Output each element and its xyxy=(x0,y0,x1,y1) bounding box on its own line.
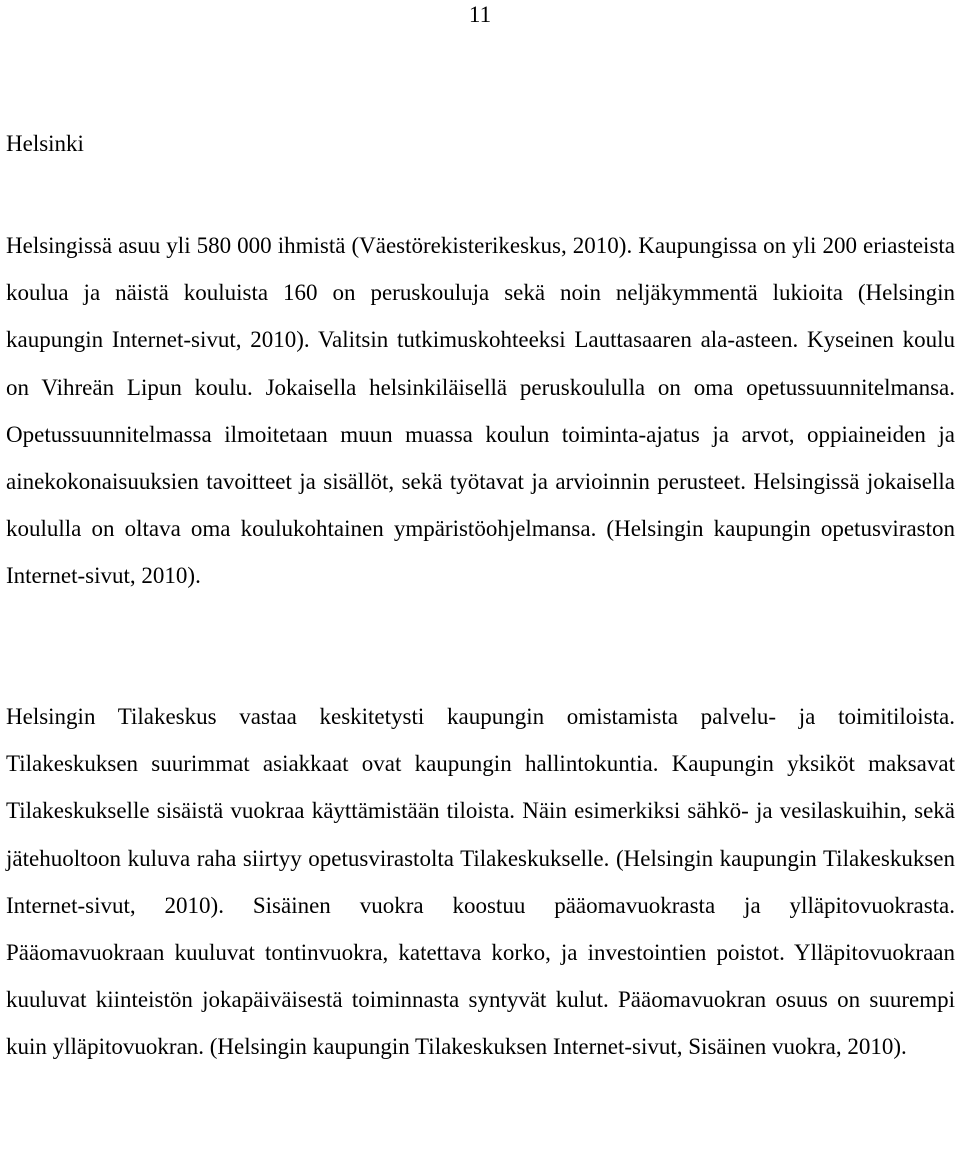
section-heading: Helsinki xyxy=(6,131,84,156)
page-number: 11 xyxy=(468,2,492,27)
paragraph-tilakeskus: Helsingin Tilakeskus vastaa keskitetysti kaupungin omistamista palvelu- ja toimitiloista. Tilakeskuksen suurimmat asiakkaat ovat kaupungin hallintokuntia. Kaupungin yksiköt maksavat Tilakeskukselle sisäistä vuokraa käyttämistään tiloista. Näin esimerkiksi sähkö- ja vesilaskuihin, sekä jätehuoltoon kuluva raha siirtyy opetusvirastolta Tilakeskukselle. (Helsingin kaupungin Tilakeskuksen Internet-sivut, 2010). Sisäinen vuokra koostuu pääomavuokrasta ja ylläpitovuokrasta. Pääomavuokraan kuuluvat tontinvuokra, katettava korko, ja investointien poistot. Ylläpitovuokraan kuuluvat kiinteistön jokapäiväisestä toiminnasta syntyvät kulut. Pääomavuokran osuus on suurempi kuin ylläpitovuokran. (Helsingin kaupungin Tilakeskuksen Internet-sivut, Sisäinen vuokra, 2010). xyxy=(6,704,955,1060)
paragraph-helsinki-schools: Helsingissä asuu yli 580 000 ihmistä (Väestörekisterikeskus, 2010). Kaupungissa on yli 200 eriasteista koulua ja näistä kouluista 160 on peruskouluja sekä noin neljäkymmentä lukioita (Helsingin kaupungin Internet-sivut, 2010). Valitsin tutkimuskohteeksi Lauttasaaren ala-asteen. Kyseinen koulu on Vihreän Lipun koulu. Jokaisella helsinkiläisellä peruskoululla on oma opetussuunnitelmansa. Opetussuunnitelmassa ilmoitetaan muun muassa koulun toiminta-ajatus ja arvot, oppiaineiden ja ainekokonaisuuksien tavoitteet ja sisällöt, sekä työtavat ja arvioinnin perusteet. Helsingissä jokaisella koululla on oltava oma koulukohtainen ympäristöohjelmansa. (Helsingin kaupungin opetusviraston Internet-sivut, 2010). xyxy=(6,233,955,589)
